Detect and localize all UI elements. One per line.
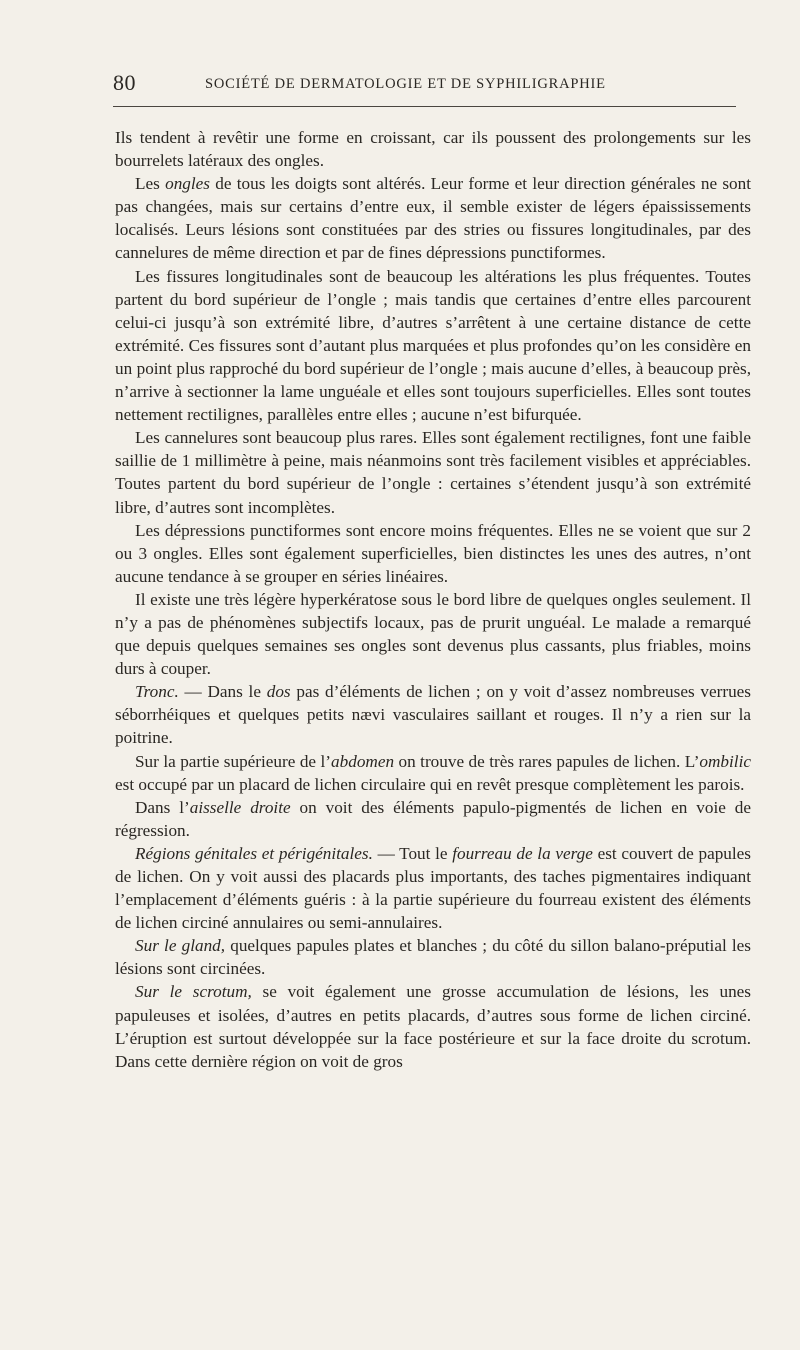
text-run: pas d’éléments de lichen ; on y voit d’assez nombreuses verrues séborrhéiques et quelques petits nævi vasculaires saillant et rouges. Il n’y a rien sur la poitrine.: [115, 682, 751, 748]
text-run: Ils tendent à revêtir une forme en croissant, car ils poussent des prolongements sur les bourrelets latéraux des ongles.: [115, 128, 751, 171]
text-run: — Dans le: [178, 682, 267, 702]
paragraph: [115, 934, 751, 980]
paragraph: [115, 750, 751, 796]
paragraph: [115, 680, 751, 749]
text-run: Les cannelures sont beaucoup plus rares. Elles sont également rectilignes, font une faible saillie de 1 millimètre à peine, mais néanmoins sont très facilement visibles et appréciables. Toutes partent du bord supérieur de l’ongle : certaines s’étendent jusqu’à son extrémité libre, d’autres sont incomplètes.: [115, 428, 751, 517]
paragraph: [115, 842, 751, 934]
italic-text: Sur le gland,: [135, 936, 226, 956]
italic-text: fourreau de la verge: [452, 843, 593, 863]
italic-text: ombilic: [699, 751, 751, 771]
text-run: est occupé par un placard de lichen circulaire qui en revêt presque complètement les parois.: [115, 774, 745, 794]
text-run: se voit également une grosse accumulation de lésions, les unes papuleuses et isolées, d’autres en petits placards, d’autres sous forme de lichen circiné. L’éruption est surtout développée sur la face postérieure et sur la face droite du scrotum. Dans cette dernière région on voit de gros: [115, 982, 751, 1071]
text-run: de tous les doigts sont altérés. Leur forme et leur direction générales ne sont pas changées, mais sur certains d’entre eux, il semble exister de légers épaississements localisés. Leurs lésions sont constituées par des stries ou fissures longitudinales, par des cannelures de même direction et par de fines dépressions punctiformes.: [115, 174, 751, 263]
text-run: est couvert de papules de lichen. On y voit aussi des placards plus importants, des taches pigmentaires indiquant l’emplacement d’éléments guéris : à la partie supérieure du fourreau existent des éléments de lichen circiné annulaires ou semi-annulaires.: [115, 843, 751, 933]
text-run: quelques papules plates et blanches ; du côté du sillon balano-préputial les lésions sont circinées.: [115, 936, 751, 979]
paragraph: [115, 265, 751, 427]
text-run: on trouve de très rares papules de lichen. L’: [394, 751, 700, 771]
italic-text: abdomen: [331, 751, 395, 771]
paragraph: [115, 172, 751, 264]
italic-text: Tronc.: [135, 682, 179, 702]
paragraph: [115, 796, 751, 842]
paragraph: [115, 588, 751, 680]
text-run: Il existe une très légère hyperkératose sous le bord libre de quelques ongles seulement. Il n’y a pas de phénomènes subjectifs locaux, pas de prurit unguéal. Le malade a remarqué que depuis quelques semaines ses ongles sont devenus plus cassants, plus friables, moins durs à couper.: [115, 589, 751, 679]
text-run: Dans l’: [135, 797, 190, 817]
italic-text: dos: [266, 682, 291, 702]
running-title: SOCIÉTÉ DE DERMATOLOGIE ET DE SYPHILIGRAPHIE: [205, 76, 606, 92]
paragraph: [115, 126, 751, 172]
italic-text: Régions génitales et périgénitales.: [135, 843, 373, 863]
page-number: 80: [113, 70, 136, 95]
text-run: — Tout le: [372, 843, 453, 863]
text-run: Les: [135, 174, 166, 194]
page-header: [113, 68, 753, 98]
body-text: [115, 126, 751, 1073]
paragraph: [115, 426, 751, 518]
header-rule: [113, 106, 736, 107]
paragraph: [115, 519, 751, 588]
italic-text: ongles: [165, 174, 210, 194]
text-run: Les fissures longitudinales sont de beaucoup les altérations les plus fréquentes. Toutes partent du bord supérieur de l’ongle ; mais tandis que certaines d’entre elles parcourent celui-ci jusqu’à son extrémité libre, d’autres s’arrêtent à une certaine distance de cette extrémité. Ces fissures sont d’autant plus marquées et plus profondes qu’on les considère en un point plus rapproché du bord supérieur de l’ongle ; mais aucune d’elles, à beaucoup près, n’arrive à sectionner la lame unguéale et elles sont toujours superficielles. Elles sont toutes nettement rectilignes, parallèles entre elles ; aucune n’est bifurquée.: [115, 266, 751, 425]
text-run: Les dépressions punctiformes sont encore moins fréquentes. Elles ne se voient que sur 2 ou 3 ongles. Elles sont également superficielles, bien distinctes les unes des autres, n’ont aucune tendance à se grouper en séries linéaires.: [115, 520, 751, 586]
italic-text: aisselle droite: [189, 797, 291, 817]
paragraph: [115, 980, 751, 1072]
text-run: Sur la partie supérieure de l’: [135, 751, 332, 771]
italic-text: Sur le scrotum,: [135, 982, 252, 1002]
text-run: on voit des éléments papulo-pigmentés de lichen en voie de régression.: [115, 797, 752, 840]
